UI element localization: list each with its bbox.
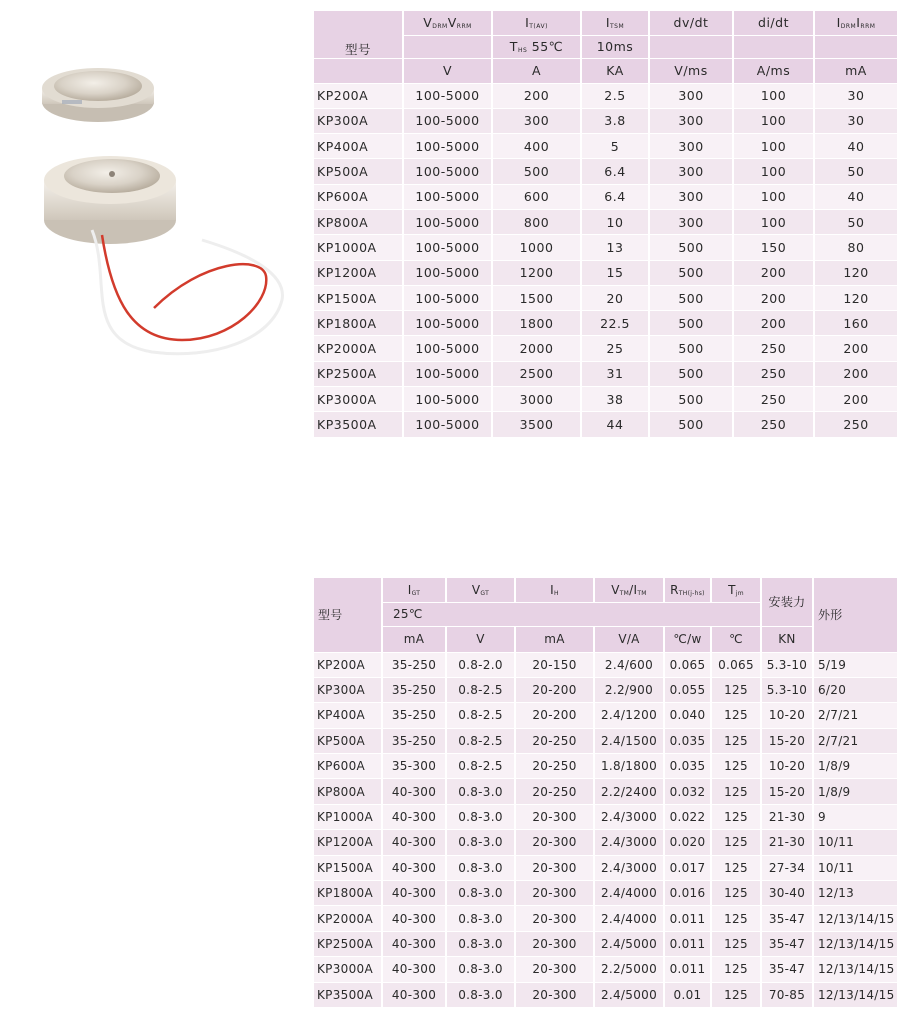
value-cell: 100 [733, 159, 814, 184]
model-cell: KP2000A [314, 336, 403, 361]
value-cell: 44 [581, 412, 649, 437]
model-cell: KP2500A [314, 931, 382, 956]
value-cell: 125 [711, 957, 761, 982]
value-cell: 100 [733, 134, 814, 159]
table-row [314, 982, 898, 1007]
value-cell: 200 [814, 336, 898, 361]
value-cell: 40-300 [382, 779, 446, 804]
value-cell: 100 [733, 209, 814, 234]
value-cell: 12/13/14/15 [813, 931, 898, 956]
value-cell: 20-300 [515, 855, 594, 880]
condition-cell [649, 35, 733, 58]
value-cell: 2.4/5000 [594, 931, 664, 956]
value-cell: 35-300 [382, 754, 446, 779]
value-cell: 40-300 [382, 855, 446, 880]
value-cell: 100 [733, 83, 814, 108]
value-cell: 35-47 [761, 906, 813, 931]
table-row [314, 159, 898, 184]
model-cell: KP2000A [314, 906, 382, 931]
value-cell: 15-20 [761, 779, 813, 804]
value-cell: 100 [733, 108, 814, 133]
value-cell: 500 [492, 159, 581, 184]
value-cell: 31 [581, 361, 649, 386]
value-cell: 100-5000 [403, 108, 492, 133]
it-av-header: $I_{T(AV)}$ [492, 11, 581, 35]
value-cell: 20 [581, 285, 649, 310]
value-cell: 35-250 [382, 677, 446, 702]
value-cell: 20-300 [515, 804, 594, 829]
value-cell: 9 [813, 804, 898, 829]
thyristor-product-photo [42, 40, 302, 370]
model-cell: KP200A [314, 83, 403, 108]
table-row [314, 108, 898, 133]
value-cell: 30 [814, 108, 898, 133]
condition-10ms: 10ms [581, 35, 649, 58]
table-row [314, 754, 898, 779]
value-cell: 20-200 [515, 677, 594, 702]
model-cell: KP1000A [314, 235, 403, 260]
value-cell: 3000 [492, 387, 581, 412]
value-cell: 100-5000 [403, 387, 492, 412]
value-cell: 40 [814, 184, 898, 209]
value-cell: 250 [814, 412, 898, 437]
table-row [314, 361, 898, 386]
value-cell: 35-47 [761, 957, 813, 982]
value-cell: 100-5000 [403, 209, 492, 234]
value-cell: 2.4/4000 [594, 906, 664, 931]
electrical-ratings-table [314, 11, 899, 438]
value-cell: 6.4 [581, 184, 649, 209]
value-cell: 40-300 [382, 804, 446, 829]
value-cell: 1800 [492, 311, 581, 336]
value-cell: 30 [814, 83, 898, 108]
table-row [314, 703, 898, 728]
unit-cell: ℃ [711, 626, 761, 652]
value-cell: 2000 [492, 336, 581, 361]
value-cell: 120 [814, 285, 898, 310]
value-cell: 0.8-2.0 [446, 652, 515, 677]
value-cell: 1/8/9 [813, 754, 898, 779]
value-cell: 30-40 [761, 881, 813, 906]
value-cell: 500 [649, 235, 733, 260]
value-cell: 250 [733, 361, 814, 386]
value-cell: 20-300 [515, 931, 594, 956]
model-cell: KP3000A [314, 387, 403, 412]
thyristor-small-device [42, 68, 154, 122]
value-cell: 2.4/1200 [594, 703, 664, 728]
value-cell: 500 [649, 336, 733, 361]
value-cell: 125 [711, 906, 761, 931]
value-cell: 250 [733, 412, 814, 437]
model-cell: KP3500A [314, 412, 403, 437]
value-cell: 10/11 [813, 830, 898, 855]
value-cell: 600 [492, 184, 581, 209]
value-cell: 0.8-2.5 [446, 754, 515, 779]
value-cell: 500 [649, 387, 733, 412]
value-cell: 100-5000 [403, 83, 492, 108]
value-cell: 10-20 [761, 754, 813, 779]
vtm-itm-header: $V_{TM}/I_{TM}$ [594, 578, 664, 602]
value-cell: 70-85 [761, 982, 813, 1007]
value-cell: 5.3-10 [761, 677, 813, 702]
idrm-irrm-header: $I_{DRM}I_{RRM}$ [814, 11, 898, 35]
table-row [314, 906, 898, 931]
value-cell: 500 [649, 412, 733, 437]
table-row [314, 134, 898, 159]
ih-header: $I_H$ [515, 578, 594, 602]
model-cell: KP300A [314, 677, 382, 702]
value-cell: 0.8-2.5 [446, 728, 515, 753]
value-cell: 40-300 [382, 830, 446, 855]
value-cell: 2.2/900 [594, 677, 664, 702]
value-cell: 500 [649, 260, 733, 285]
value-cell: 2500 [492, 361, 581, 386]
value-cell: 0.8-3.0 [446, 830, 515, 855]
condition-ths: $T_{HS}$ 55℃ [492, 35, 581, 58]
table-row [314, 387, 898, 412]
value-cell: 800 [492, 209, 581, 234]
value-cell: 125 [711, 982, 761, 1007]
unit-cell: V [403, 58, 492, 83]
table-row [314, 931, 898, 956]
value-cell: 0.8-3.0 [446, 957, 515, 982]
value-cell: 40-300 [382, 906, 446, 931]
unit-cell: V [446, 626, 515, 652]
value-cell: 20-150 [515, 652, 594, 677]
value-cell: 500 [649, 311, 733, 336]
value-cell: 3500 [492, 412, 581, 437]
value-cell: 20-300 [515, 982, 594, 1007]
value-cell: 1.8/1800 [594, 754, 664, 779]
value-cell: 1200 [492, 260, 581, 285]
value-cell: 0.8-3.0 [446, 804, 515, 829]
value-cell: 2.2/2400 [594, 779, 664, 804]
value-cell: 6.4 [581, 159, 649, 184]
value-cell: 20-250 [515, 779, 594, 804]
value-cell: 2.4/5000 [594, 982, 664, 1007]
rth-header: $R_{TH(j-hs)}$ [664, 578, 711, 602]
model-cell: KP1800A [314, 881, 382, 906]
value-cell: 100-5000 [403, 311, 492, 336]
value-cell: 35-250 [382, 652, 446, 677]
value-cell: 0.040 [664, 703, 711, 728]
didt-header: di/dt [733, 11, 814, 35]
red-gate-wire [102, 235, 266, 340]
value-cell: 0.017 [664, 855, 711, 880]
itsm-header: $I_{TSM}$ [581, 11, 649, 35]
value-cell: 100 [733, 184, 814, 209]
value-cell: 2.4/3000 [594, 855, 664, 880]
value-cell: 2.4/4000 [594, 881, 664, 906]
clamping-force-header: 安装力 [761, 578, 813, 626]
value-cell: 0.032 [664, 779, 711, 804]
table-row [314, 235, 898, 260]
value-cell: 120 [814, 260, 898, 285]
condition-cell [814, 35, 898, 58]
table-row [314, 855, 898, 880]
value-cell: 300 [649, 159, 733, 184]
value-cell: 5/19 [813, 652, 898, 677]
value-cell: 100-5000 [403, 235, 492, 260]
value-cell: 200 [733, 285, 814, 310]
value-cell: 1000 [492, 235, 581, 260]
value-cell: 100-5000 [403, 285, 492, 310]
value-cell: 20-250 [515, 728, 594, 753]
model-header: 型号 [314, 11, 403, 58]
trigger-thermal-table [314, 578, 899, 1008]
model-cell: KP300A [314, 108, 403, 133]
value-cell: 100-5000 [403, 361, 492, 386]
value-cell: 500 [649, 361, 733, 386]
value-cell: 0.035 [664, 754, 711, 779]
value-cell: 0.020 [664, 830, 711, 855]
model-cell: KP3000A [314, 957, 382, 982]
value-cell: 15-20 [761, 728, 813, 753]
value-cell: 12/13 [813, 881, 898, 906]
table-row [314, 311, 898, 336]
value-cell: 0.011 [664, 906, 711, 931]
value-cell: 12/13/14/15 [813, 957, 898, 982]
table-row [314, 260, 898, 285]
model-cell: KP1800A [314, 311, 403, 336]
value-cell: 0.01 [664, 982, 711, 1007]
value-cell: 20-250 [515, 754, 594, 779]
value-cell: 250 [733, 387, 814, 412]
value-cell: 2.4/3000 [594, 804, 664, 829]
table-row [314, 83, 898, 108]
table-row [314, 957, 898, 982]
value-cell: 200 [814, 387, 898, 412]
value-cell: 20-200 [515, 703, 594, 728]
value-cell: 0.8-2.5 [446, 703, 515, 728]
value-cell: 2/7/21 [813, 703, 898, 728]
value-cell: 20-300 [515, 957, 594, 982]
value-cell: 5 [581, 134, 649, 159]
value-cell: 0.8-3.0 [446, 855, 515, 880]
table-row [314, 285, 898, 310]
unit-cell: mA [515, 626, 594, 652]
value-cell: 5.3-10 [761, 652, 813, 677]
table-row [314, 412, 898, 437]
value-cell: 12/13/14/15 [813, 906, 898, 931]
value-cell: 2/7/21 [813, 728, 898, 753]
value-cell: 0.011 [664, 931, 711, 956]
unit-cell: V/A [594, 626, 664, 652]
value-cell: 40-300 [382, 931, 446, 956]
value-cell: 35-250 [382, 728, 446, 753]
model-cell: KP400A [314, 703, 382, 728]
table-row [314, 728, 898, 753]
value-cell: 200 [733, 260, 814, 285]
value-cell: 125 [711, 855, 761, 880]
value-cell: 300 [649, 83, 733, 108]
value-cell: 0.8-2.5 [446, 677, 515, 702]
value-cell: 0.011 [664, 957, 711, 982]
value-cell: 150 [733, 235, 814, 260]
value-cell: 125 [711, 703, 761, 728]
igt-header: $I_{GT}$ [382, 578, 446, 602]
value-cell: 27-34 [761, 855, 813, 880]
dvdt-header: dv/dt [649, 11, 733, 35]
model-cell: KP3500A [314, 982, 382, 1007]
condition-cell [733, 35, 814, 58]
model-cell: KP600A [314, 754, 382, 779]
model-cell: KP600A [314, 184, 403, 209]
value-cell: 35-47 [761, 931, 813, 956]
table-row [314, 677, 898, 702]
value-cell: 2.4/1500 [594, 728, 664, 753]
value-cell: 0.035 [664, 728, 711, 753]
value-cell: 35-250 [382, 703, 446, 728]
value-cell: 10/11 [813, 855, 898, 880]
value-cell: 1500 [492, 285, 581, 310]
value-cell: 100-5000 [403, 412, 492, 437]
table-row [314, 804, 898, 829]
outline-header: 外形 [813, 578, 898, 652]
value-cell: 250 [733, 336, 814, 361]
value-cell: 125 [711, 881, 761, 906]
value-cell: 300 [649, 184, 733, 209]
value-cell: 10 [581, 209, 649, 234]
unit-cell: KN [761, 626, 813, 652]
model-cell: KP800A [314, 209, 403, 234]
value-cell: 2.4/600 [594, 652, 664, 677]
model-cell: KP200A [314, 652, 382, 677]
value-cell: 25 [581, 336, 649, 361]
value-cell: 125 [711, 830, 761, 855]
value-cell: 0.065 [711, 652, 761, 677]
condition-25c: 25℃ [382, 602, 761, 626]
model-header-spacer [314, 58, 403, 83]
value-cell: 40 [814, 134, 898, 159]
value-cell: 0.8-3.0 [446, 931, 515, 956]
value-cell: 6/20 [813, 677, 898, 702]
value-cell: 80 [814, 235, 898, 260]
table-row [314, 779, 898, 804]
unit-cell: ℃/w [664, 626, 711, 652]
value-cell: 125 [711, 677, 761, 702]
value-cell: 40-300 [382, 982, 446, 1007]
unit-cell: A/ms [733, 58, 814, 83]
condition-cell [403, 35, 492, 58]
value-cell: 500 [649, 285, 733, 310]
value-cell: 125 [711, 931, 761, 956]
value-cell: 125 [711, 804, 761, 829]
value-cell: 50 [814, 209, 898, 234]
value-cell: 40-300 [382, 957, 446, 982]
value-cell: 12/13/14/15 [813, 982, 898, 1007]
value-cell: 100-5000 [403, 336, 492, 361]
value-cell: 0.8-3.0 [446, 906, 515, 931]
value-cell: 20-300 [515, 881, 594, 906]
model-cell: KP1200A [314, 830, 382, 855]
value-cell: 100-5000 [403, 260, 492, 285]
model-cell: KP1000A [314, 804, 382, 829]
value-cell: 22.5 [581, 311, 649, 336]
value-cell: 21-30 [761, 830, 813, 855]
unit-cell: KA [581, 58, 649, 83]
unit-cell: mA [382, 626, 446, 652]
table-row [314, 652, 898, 677]
value-cell: 38 [581, 387, 649, 412]
value-cell: 0.022 [664, 804, 711, 829]
value-cell: 15 [581, 260, 649, 285]
table-row [314, 184, 898, 209]
value-cell: 40-300 [382, 881, 446, 906]
value-cell: 300 [649, 108, 733, 133]
model-cell: KP500A [314, 159, 403, 184]
value-cell: 20-300 [515, 906, 594, 931]
value-cell: 300 [492, 108, 581, 133]
model-cell: KP1500A [314, 855, 382, 880]
white-gate-wire [92, 230, 282, 354]
value-cell: 3.8 [581, 108, 649, 133]
tjm-header: $T_{jm}$ [711, 578, 761, 602]
value-cell: 2.2/5000 [594, 957, 664, 982]
value-cell: 100-5000 [403, 134, 492, 159]
table-row [314, 830, 898, 855]
value-cell: 0.065 [664, 652, 711, 677]
table-row [314, 881, 898, 906]
value-cell: 2.4/3000 [594, 830, 664, 855]
table-row [314, 209, 898, 234]
value-cell: 50 [814, 159, 898, 184]
thyristor-large-device [44, 156, 176, 244]
value-cell: 125 [711, 754, 761, 779]
value-cell: 125 [711, 728, 761, 753]
value-cell: 400 [492, 134, 581, 159]
table-row [314, 336, 898, 361]
value-cell: 1/8/9 [813, 779, 898, 804]
value-cell: 0.016 [664, 881, 711, 906]
value-cell: 13 [581, 235, 649, 260]
model-cell: KP800A [314, 779, 382, 804]
value-cell: 160 [814, 311, 898, 336]
unit-cell: V/ms [649, 58, 733, 83]
value-cell: 200 [733, 311, 814, 336]
unit-cell: A [492, 58, 581, 83]
value-cell: 300 [649, 209, 733, 234]
value-cell: 0.8-3.0 [446, 881, 515, 906]
vdrm-vrrm-header: $V_{DRM}V_{RRM}$ [403, 11, 492, 35]
value-cell: 300 [649, 134, 733, 159]
value-cell: 100-5000 [403, 184, 492, 209]
value-cell: 0.055 [664, 677, 711, 702]
value-cell: 125 [711, 779, 761, 804]
value-cell: 0.8-3.0 [446, 982, 515, 1007]
value-cell: 100-5000 [403, 159, 492, 184]
model-cell: KP1200A [314, 260, 403, 285]
value-cell: 10-20 [761, 703, 813, 728]
value-cell: 21-30 [761, 804, 813, 829]
value-cell: 2.5 [581, 83, 649, 108]
vgt-header: $V_{GT}$ [446, 578, 515, 602]
value-cell: 200 [814, 361, 898, 386]
model-cell: KP400A [314, 134, 403, 159]
model-cell: KP1500A [314, 285, 403, 310]
value-cell: 20-300 [515, 830, 594, 855]
model-cell: KP2500A [314, 361, 403, 386]
model-header: 型号 [314, 578, 382, 652]
value-cell: 0.8-3.0 [446, 779, 515, 804]
value-cell: 200 [492, 83, 581, 108]
model-cell: KP500A [314, 728, 382, 753]
unit-cell: mA [814, 58, 898, 83]
